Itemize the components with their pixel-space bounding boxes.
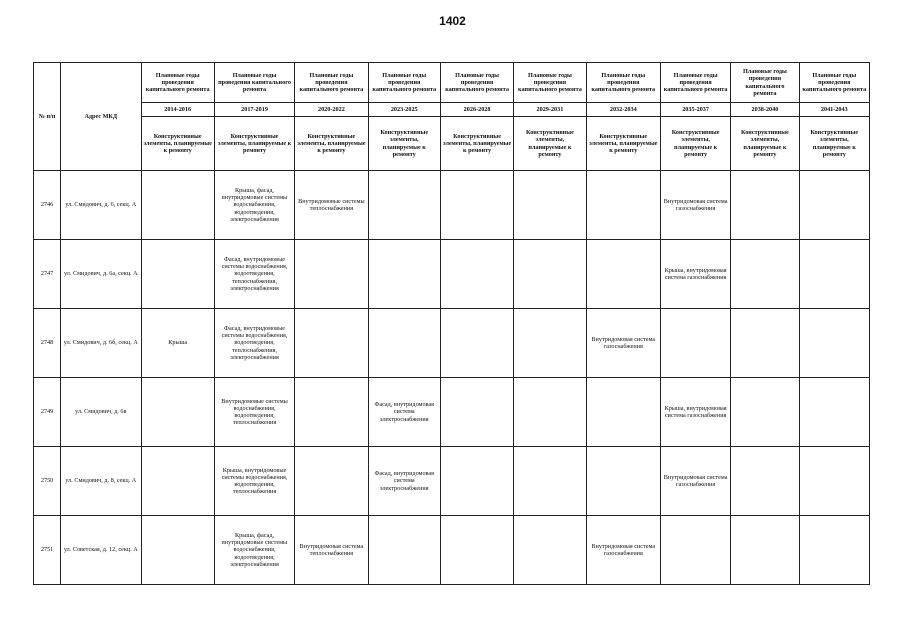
repair-elements-cell — [731, 171, 799, 240]
repair-elements-cell — [368, 309, 440, 378]
repair-elements-cell — [799, 447, 869, 516]
period-header: 2026-2028 — [440, 103, 513, 117]
repair-elements-cell — [514, 309, 586, 378]
repair-elements-cell — [586, 378, 660, 447]
planned-years-header: Плановые годы проведения капитального ремонта — [731, 63, 799, 103]
column-number-header: № п/п — [34, 63, 61, 171]
planned-years-header: Плановые годы проведения капитального ремонта — [440, 63, 513, 103]
repair-elements-cell — [799, 309, 869, 378]
repair-elements-cell: Внутридомовая система газоснабжения — [660, 171, 730, 240]
repair-elements-cell — [731, 516, 799, 585]
repair-elements-cell — [368, 240, 440, 309]
elements-header: Конструктивные элементы, планируемые к ремонту — [368, 117, 440, 171]
row-address: ул. Советская, д. 12, секц. А — [61, 516, 141, 585]
repair-elements-cell — [440, 378, 513, 447]
row-address: ул. Смидович, д. 6б, секц. А — [61, 309, 141, 378]
row-number: 2750 — [34, 447, 61, 516]
column-address-header: Адрес МКД — [61, 63, 141, 171]
repair-elements-cell: Крыша, фасад, внутридомовые системы водоснабжения, водоотведения, электроснабжения — [214, 171, 294, 240]
repair-elements-cell — [141, 240, 214, 309]
row-address: ул. Смидович, д. 6, секц. А — [61, 171, 141, 240]
repair-elements-cell — [440, 309, 513, 378]
table-row — [34, 171, 870, 240]
repair-elements-cell — [295, 378, 368, 447]
repair-elements-cell: Фасад, внутридомовая система электроснабжения — [368, 447, 440, 516]
elements-header: Конструктивные элементы, планируемые к ремонту — [514, 117, 586, 171]
elements-header: Конструктивные элементы, планируемые к ремонту — [214, 117, 294, 171]
planned-years-header: Плановые годы проведения капитального ремонта — [514, 63, 586, 103]
table-row — [34, 447, 870, 516]
repair-elements-cell: Внутридомовая система газоснабжения — [586, 516, 660, 585]
table-row — [34, 378, 870, 447]
repair-elements-cell — [141, 171, 214, 240]
elements-header: Конструктивные элементы, планируемые к ремонту — [440, 117, 513, 171]
table-row — [34, 516, 870, 585]
repair-elements-cell — [514, 516, 586, 585]
repair-elements-cell — [586, 171, 660, 240]
row-address: ул. Смидович, д. 6а, секц. А — [61, 240, 141, 309]
period-header: 2029-2031 — [514, 103, 586, 117]
row-address: ул. Смидович, д. 6в — [61, 378, 141, 447]
repair-elements-cell: Фасад, внутридомовая система электроснабжения — [368, 378, 440, 447]
repair-elements-cell — [731, 240, 799, 309]
repair-elements-cell — [660, 516, 730, 585]
planned-years-header: Плановые годы проведения капитального ремонта — [295, 63, 368, 103]
table-row — [34, 309, 870, 378]
repair-elements-cell — [368, 171, 440, 240]
repair-elements-cell: Крыша, внутридомовые системы водоснабжения, водоотведения, теплоснабжения — [214, 447, 294, 516]
planned-years-header: Плановые годы проведения капитального ремонта — [586, 63, 660, 103]
repair-elements-cell — [799, 171, 869, 240]
table-body — [34, 171, 870, 585]
repair-elements-cell: Фасад, внутридомовые системы водоснабжения, водоотведения, теплоснабжения, электроснабжения — [214, 309, 294, 378]
period-header: 2023-2025 — [368, 103, 440, 117]
repair-elements-cell — [731, 378, 799, 447]
row-number: 2749 — [34, 378, 61, 447]
table-row — [34, 240, 870, 309]
repair-elements-cell — [440, 516, 513, 585]
row-number: 2747 — [34, 240, 61, 309]
repair-elements-cell — [141, 378, 214, 447]
repair-elements-cell: Крыша, внутридомовая система газоснабжения — [660, 378, 730, 447]
planned-years-header: Плановые годы проведения капитального ремонта — [141, 63, 214, 103]
repair-elements-cell — [586, 447, 660, 516]
repair-elements-cell — [440, 171, 513, 240]
row-number: 2748 — [34, 309, 61, 378]
repair-elements-cell — [368, 516, 440, 585]
repair-elements-cell: Фасад, внутридомовые системы водоснабжения, водоотведения, теплоснабжения, электроснабжения — [214, 240, 294, 309]
repair-elements-cell — [731, 447, 799, 516]
repair-elements-cell — [731, 309, 799, 378]
row-address: ул. Смидович, д. 8, секц. А — [61, 447, 141, 516]
repair-elements-cell: Внутридомовые системы теплоснабжения — [295, 171, 368, 240]
period-header: 2032-2034 — [586, 103, 660, 117]
repair-elements-cell — [440, 240, 513, 309]
elements-header: Конструктивные элементы, планируемые к ремонту — [295, 117, 368, 171]
repair-elements-cell: Крыша, внутридомовая система газоснабжения — [660, 240, 730, 309]
repair-elements-cell — [799, 240, 869, 309]
page-number: 1402 — [439, 14, 466, 28]
repair-elements-cell — [141, 516, 214, 585]
repair-elements-cell — [440, 447, 513, 516]
capital-repair-table — [33, 62, 870, 585]
repair-elements-cell: Внутридомовая система газоснабжения — [586, 309, 660, 378]
repair-elements-cell — [799, 378, 869, 447]
repair-elements-cell — [295, 240, 368, 309]
period-header: 2038-2040 — [731, 103, 799, 117]
elements-header: Конструктивные элементы, планируемые к ремонту — [586, 117, 660, 171]
row-number: 2746 — [34, 171, 61, 240]
repair-elements-cell — [799, 516, 869, 585]
repair-elements-cell: Внутридомовые системы водоснабжения, водоотведения, теплоснабжения — [214, 378, 294, 447]
elements-header: Конструктивные элементы, планируемые к ремонту — [660, 117, 730, 171]
repair-elements-cell — [295, 447, 368, 516]
period-header: 2035-2037 — [660, 103, 730, 117]
planned-years-header: Плановые годы проведения капитального ремонта — [214, 63, 294, 103]
table-header — [34, 63, 870, 171]
repair-elements-cell — [514, 447, 586, 516]
period-header: 2020-2022 — [295, 103, 368, 117]
elements-header: Конструктивные элементы, планируемые к ремонту — [731, 117, 799, 171]
repair-elements-cell — [514, 378, 586, 447]
elements-header: Конструктивные элементы, планируемые к ремонту — [141, 117, 214, 171]
repair-elements-cell — [586, 240, 660, 309]
period-header: 2014-2016 — [141, 103, 214, 117]
elements-header: Конструктивные элементы, планируемые к ремонту — [799, 117, 869, 171]
planned-years-header: Плановые годы проведения капитального ремонта — [368, 63, 440, 103]
repair-elements-cell — [514, 240, 586, 309]
period-header: 2041-2043 — [799, 103, 869, 117]
repair-elements-cell — [295, 309, 368, 378]
repair-elements-cell — [660, 309, 730, 378]
repair-elements-cell: Крыша — [141, 309, 214, 378]
repair-elements-cell — [141, 447, 214, 516]
repair-elements-cell — [514, 171, 586, 240]
planned-years-header: Плановые годы проведения капитального ремонта — [660, 63, 730, 103]
planned-years-header: Плановые годы проведения капитального ремонта — [799, 63, 869, 103]
period-header: 2017-2019 — [214, 103, 294, 117]
row-number: 2751 — [34, 516, 61, 585]
repair-elements-cell: Крыша, фасад, внутридомовые системы водоснабжения, водоотведения, электроснабжения — [214, 516, 294, 585]
repair-elements-cell: Внутридомовая система газоснабжения — [660, 447, 730, 516]
repair-elements-cell: Внутридомовая система теплоснабжения — [295, 516, 368, 585]
